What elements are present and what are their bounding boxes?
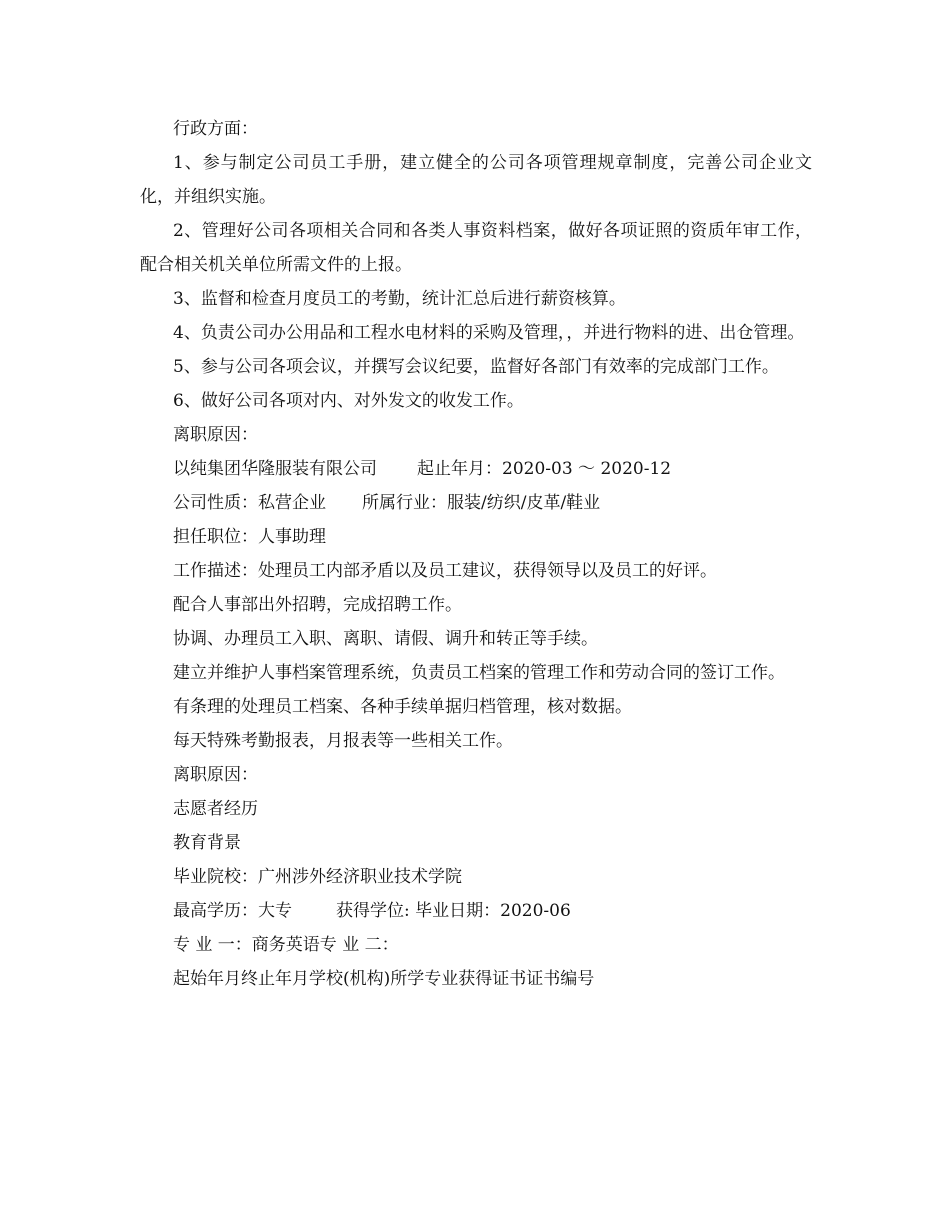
job2-description-2: 配合人事部出外招聘，完成招聘工作。 (173, 595, 462, 615)
job2-company: 以纯集团华隆服装有限公司 (173, 459, 377, 479)
admin-leave-reason: 离职原因： (173, 425, 258, 445)
job2-description-4: 建立并维护人事档案管理系统，负责员工档案的管理工作和劳动合同的签订工作。 (173, 663, 785, 683)
job2-nature: 公司性质：私营企业 (173, 493, 326, 513)
job2-nature-line (140, 486, 812, 520)
admin-item-2: 2、管理好公司各项相关合同和各类人事资料档案，做好各项证照的资质年审工作，配合相关机关单位所需文件的上报。 (140, 221, 812, 275)
job2-description-6: 每天特殊考勤报表，月报表等一些相关工作。 (173, 731, 513, 751)
education-heading: 教育背景 (173, 833, 241, 853)
admin-item-6: 6、做好公司各项对内、对外发文的收发工作。 (173, 391, 524, 411)
education-degree-and-date: 获得学位: 毕业日期：2020-06 (336, 901, 571, 921)
admin-heading: 行政方面： (173, 119, 258, 139)
job2-period: 起止年月：2020-03 ～ 2020-12 (417, 459, 672, 479)
education-degree-level: 最高学历：大专 (173, 901, 292, 921)
education-majors: 专 业 一：商务英语专 业 二： (173, 935, 399, 955)
resume-document (140, 112, 812, 996)
admin-item-3: 3、监督和检查月度员工的考勤，统计汇总后进行薪资核算。 (173, 289, 626, 309)
admin-item-1: 1、参与制定公司员工手册，建立健全的公司各项管理规章制度，完善公司企业文化，并组织实施。 (140, 153, 812, 207)
job2-description-1: 工作描述：处理员工内部矛盾以及员工建议，获得领导以及员工的好评。 (173, 561, 717, 581)
job2-position: 担任职位：人事助理 (173, 527, 326, 547)
job2-description-3: 协调、办理员工入职、离职、请假、调升和转正等手续。 (173, 629, 598, 649)
job2-industry: 所属行业：服装/纺织/皮革/鞋业 (362, 493, 601, 513)
admin-item-4: 4、负责公司办公用品和工程水电材料的采购及管理，，并进行物料的进、出仓管理。 (173, 323, 805, 343)
admin-item-5: 5、参与公司各项会议，并撰写会议纪要，监督好各部门有效率的完成部门工作。 (173, 357, 779, 377)
job2-leave-reason: 离职原因： (173, 765, 258, 785)
job2-company-line (140, 452, 812, 486)
education-table-header: 起始年月终止年月学校(机构)所学专业获得证书证书编号 (173, 969, 595, 989)
education-degree-line (140, 894, 812, 928)
volunteer-heading: 志愿者经历 (173, 799, 258, 819)
job2-description-5: 有条理的处理员工档案、各种手续单据归档管理，核对数据。 (173, 697, 632, 717)
education-school: 毕业院校：广州涉外经济职业技术学院 (173, 867, 462, 887)
